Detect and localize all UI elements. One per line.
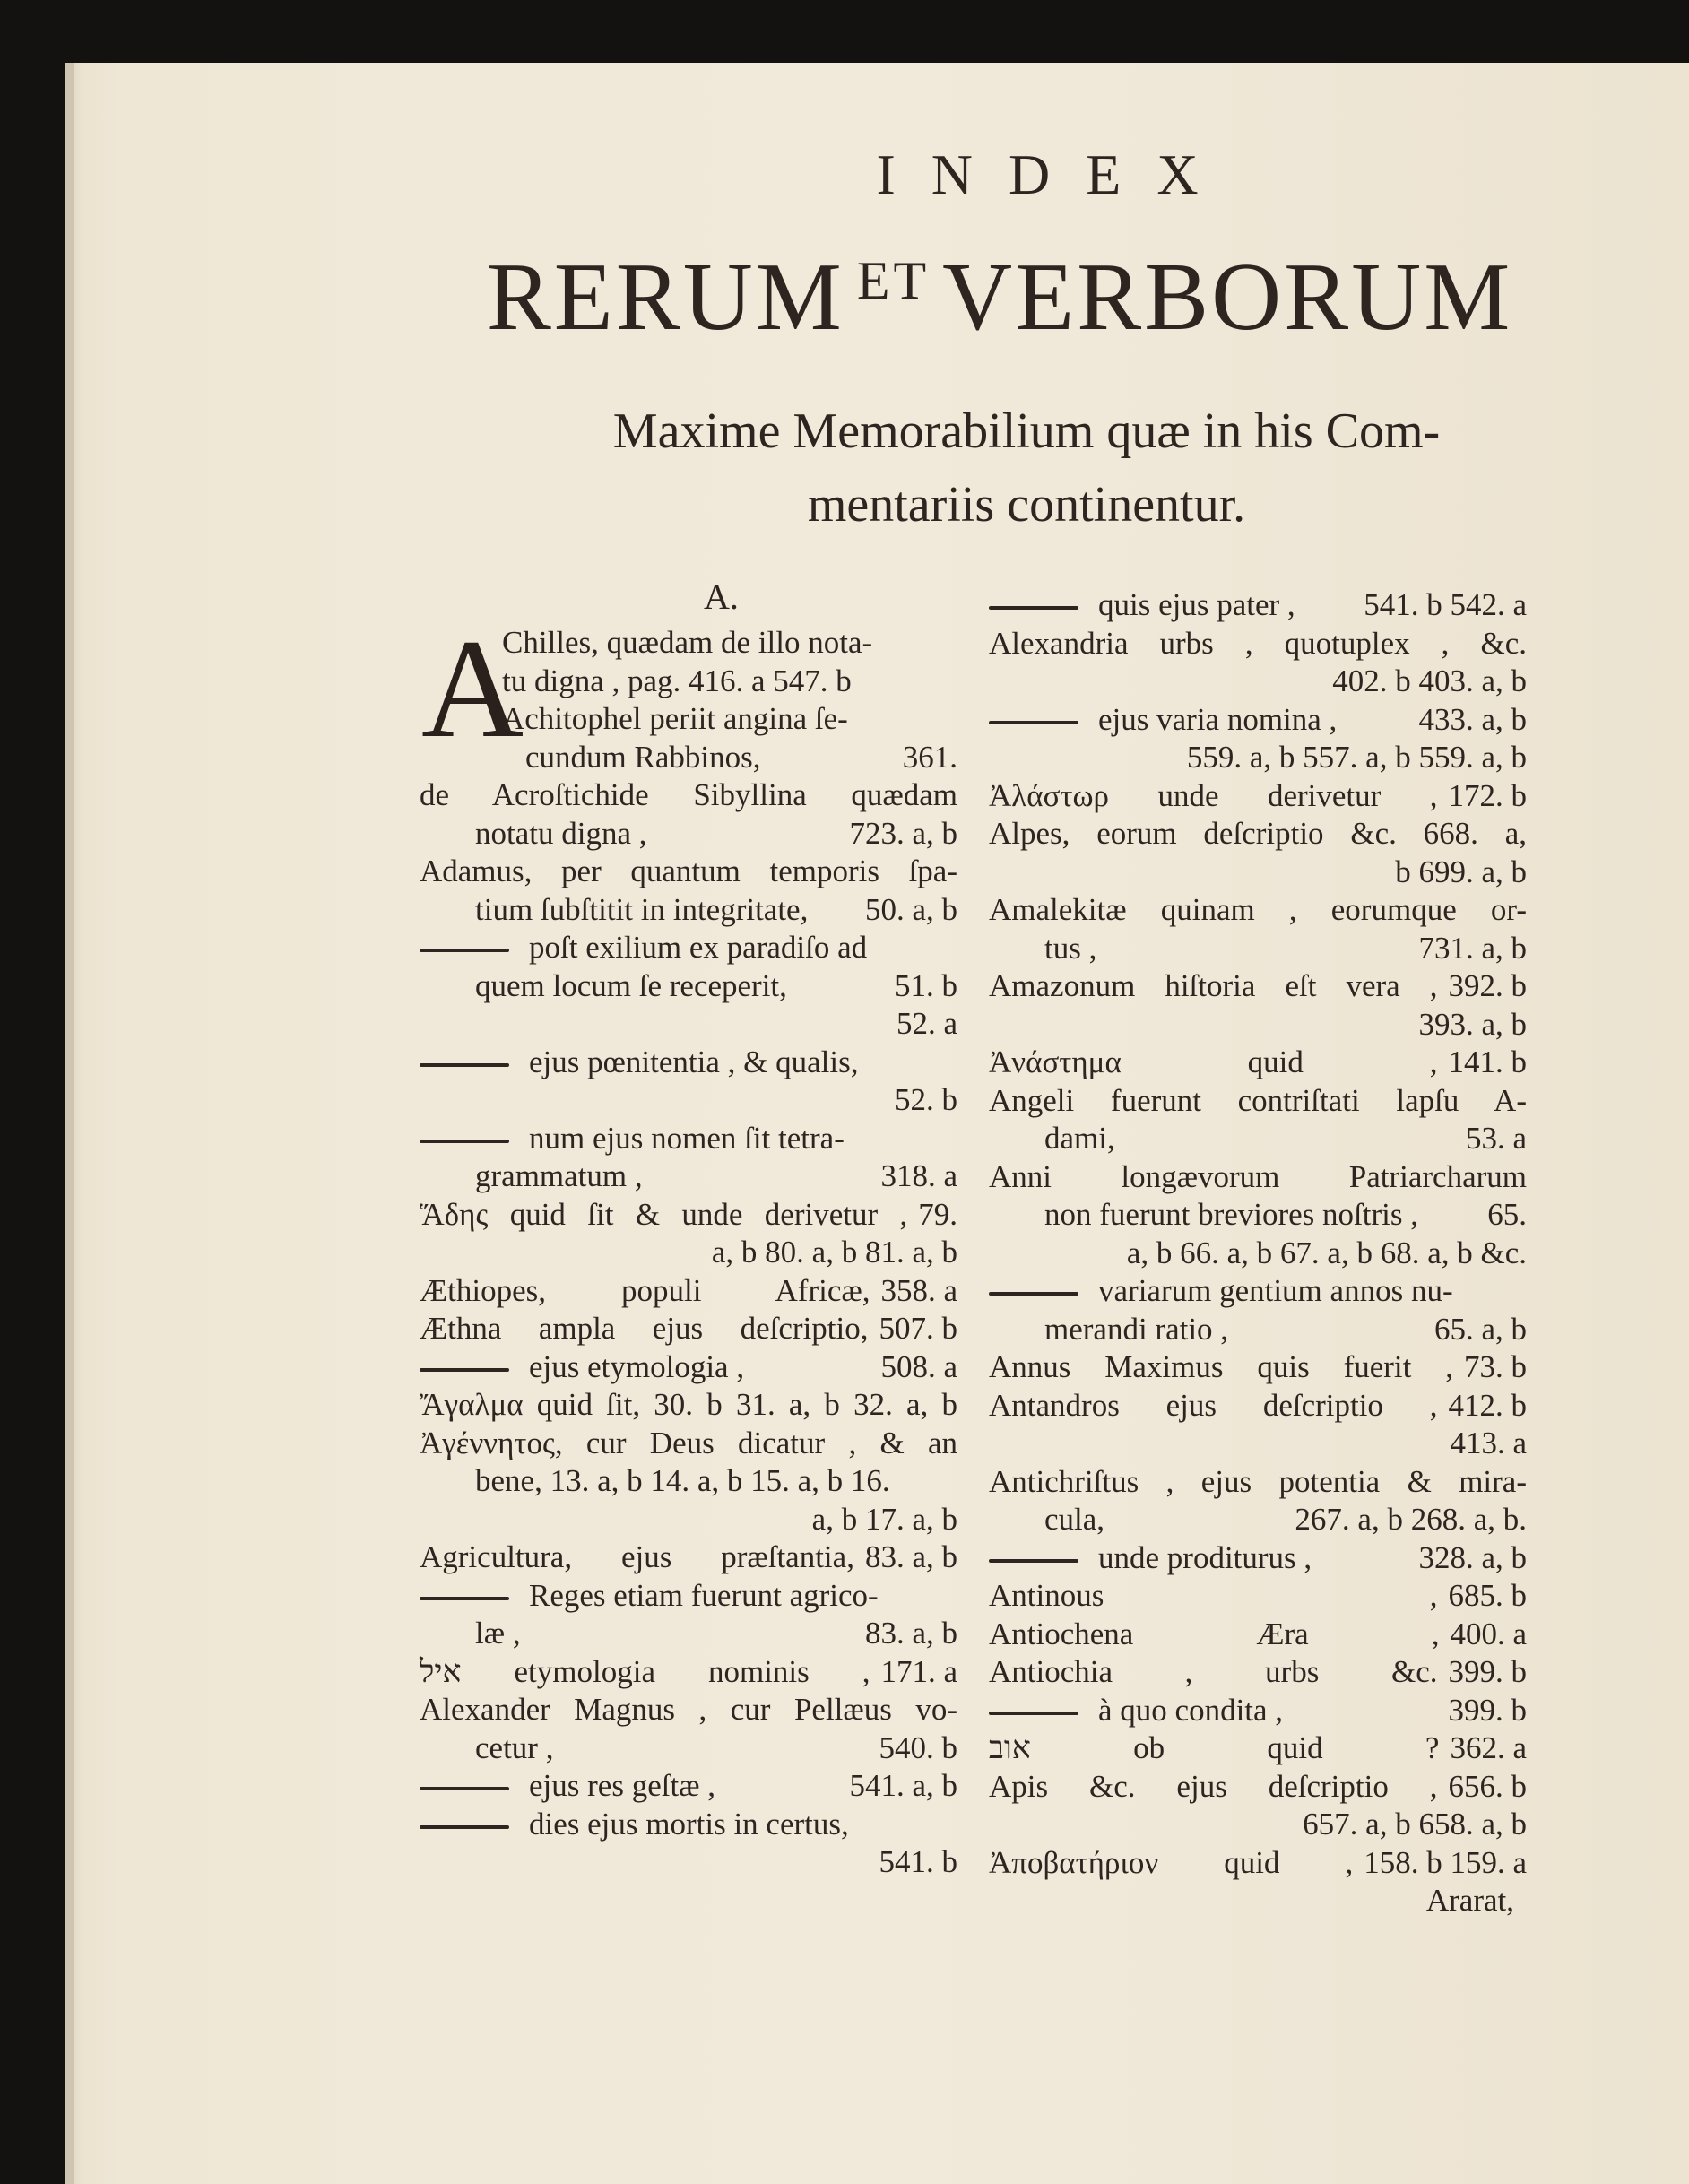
entry-text: unde proditurus , <box>1098 1539 1312 1575</box>
index-entry-line <box>989 701 1527 740</box>
page-reference: 52. b <box>895 1082 957 1117</box>
entry-text: Achitophel periit angina ſe- <box>502 701 848 736</box>
entry-text: bene, 13. a, b 14. a, b 15. a, b 16. <box>475 1463 890 1498</box>
index-entry-line <box>420 1843 957 1882</box>
page-reference: a, b 66. a, b 67. a, b 68. a, b &c. <box>1126 1235 1527 1270</box>
page-reference: 541. b 542. a <box>1364 587 1527 622</box>
entry-text: Annus Maximus quis fuerit , <box>989 1349 1453 1384</box>
ditto-rule <box>420 1787 509 1790</box>
entry-text: Anni longævorum Patriarcharum <box>989 1158 1527 1194</box>
index-entry-line <box>989 815 1527 854</box>
entry-text: Antichriſtus , ejus potentia & mira- <box>989 1463 1527 1499</box>
index-entry-line <box>420 624 957 663</box>
index-entry-line <box>989 1235 1527 1273</box>
entry-text: Alpes, eorum deſcriptio &c. 668. a, <box>989 816 1527 851</box>
entry-text: merandi ratio , <box>1044 1311 1229 1347</box>
entry-text: cetur , <box>475 1729 554 1765</box>
entry-text: dami, <box>1044 1121 1115 1156</box>
ditto-rule <box>989 1712 1078 1715</box>
index-entry-line <box>989 967 1527 1006</box>
page-reference: 541. a, b <box>849 1768 957 1803</box>
ditto-rule <box>420 1597 509 1600</box>
entry-text: Ἀλάστωρ unde derivetur , <box>989 777 1438 813</box>
entry-text: Adamus, per quantum temporis ſpa- <box>420 854 957 888</box>
index-entry-line <box>989 1768 1527 1807</box>
entry-text: num ejus nomen ſit tetra- <box>529 1120 844 1156</box>
entry-text: Ἅδης quid ſit & unde derivetur , <box>420 1196 908 1232</box>
page-reference: 267. a, b 268. a, b. <box>1295 1502 1527 1537</box>
entry-text: variarum gentium annos nu- <box>1098 1273 1453 1308</box>
index-entry-line <box>420 1081 957 1120</box>
page-reference: 685. b <box>1448 1578 1527 1613</box>
index-entry-line <box>989 1348 1527 1387</box>
entry-text: Agricultura, ejus præſtantia, <box>420 1539 854 1574</box>
page-title <box>408 242 1591 353</box>
entry-text: Antiochena Æra , <box>989 1616 1440 1651</box>
page-reference: 65. a, b <box>1433 1311 1527 1347</box>
page-reference: 657. a, b 658. a, b <box>1303 1807 1527 1842</box>
index-entry-line <box>989 663 1527 701</box>
ditto-rule <box>420 949 509 952</box>
entry-text: cundum Rabbinos, <box>525 739 761 775</box>
entry-text: Angeli fuerunt contriſtati lapſu A- <box>989 1082 1527 1118</box>
entry-text: grammatum , <box>475 1158 643 1193</box>
ditto-rule <box>420 1063 509 1067</box>
entry-text: Alexander Magnus , cur Pellæus vo- <box>420 1692 957 1727</box>
page-reference: 83. a, b <box>864 1616 957 1651</box>
index-entry-line <box>420 1767 957 1806</box>
entry-text: Amalekitæ quinam , eorumque or- <box>989 892 1527 927</box>
index-entry-line <box>420 929 957 967</box>
page-reference: 656. b <box>1448 1768 1527 1804</box>
page-reference: 361. <box>902 739 957 775</box>
page-reference: 79. <box>918 1196 957 1232</box>
entry-text: tu digna , pag. 416. a 547. b <box>502 663 852 698</box>
entry-text: Antiochia , urbs &c. <box>989 1654 1438 1689</box>
entry-text: Ἄγαλμα quid ſit, 30. b 31. a, b 32. a, b <box>420 1387 957 1422</box>
index-entry-line <box>989 854 1527 892</box>
entry-text: Æthna ampla ejus deſcriptio, <box>420 1311 869 1346</box>
index-entry-line <box>420 1348 957 1387</box>
entry-text: Ἀνάστημα quid , <box>989 1044 1438 1079</box>
entry-text: ejus varia nomina , <box>1098 701 1338 737</box>
subtitle-line-1: Maxime Memorabilium quæ in his Com- <box>612 403 1441 459</box>
catchword: Ararat, <box>1425 1883 1514 1918</box>
page-reference: 399. b <box>1448 1654 1527 1689</box>
page-reference: 412. b <box>1448 1387 1527 1423</box>
title-verborum: VERBORUM <box>942 244 1513 351</box>
page-edge-shadow <box>65 63 74 2184</box>
entry-text: ejus res geſtæ , <box>529 1768 716 1803</box>
page-reference: b 699. a, b <box>1395 854 1527 889</box>
index-column-right <box>989 586 1527 1920</box>
index-entry-line <box>989 1006 1527 1044</box>
index-entry-line <box>420 1310 957 1348</box>
index-entry-line <box>989 1882 1527 1920</box>
entry-text: dies ejus mortis in certus, <box>529 1806 849 1842</box>
index-entry-line <box>420 1806 957 1844</box>
index-entry-line <box>989 1692 1527 1730</box>
ditto-rule <box>420 1825 509 1829</box>
index-entry-line <box>420 1729 957 1768</box>
index-entry-line <box>989 739 1527 777</box>
entry-text: Amazonum hiſtoria eſt vera , <box>989 968 1438 1003</box>
entry-text: Chilles, quædam de illo nota- <box>502 625 873 660</box>
entry-text: אוב ob quid ? <box>989 1730 1440 1765</box>
index-entry-line <box>420 1196 957 1235</box>
page-reference: 413. a <box>1450 1426 1527 1460</box>
entry-text: quem locum ſe receperit, <box>475 967 787 1003</box>
entry-text: læ , <box>475 1616 521 1651</box>
index-entry-line <box>420 1386 957 1425</box>
page-reference: 65. <box>1487 1197 1527 1232</box>
title-rerum: RERUM <box>486 244 844 351</box>
page-reference: 50. a, b <box>864 891 957 927</box>
entry-text: tus , <box>1044 930 1097 966</box>
page-reference: 393. a, b <box>1418 1006 1527 1042</box>
index-entry-line <box>420 891 957 930</box>
index-entry-line <box>989 1425 1527 1463</box>
page-reference: 171. a <box>880 1653 957 1689</box>
index-entry-line <box>989 1158 1527 1197</box>
section-letter: A. <box>704 576 739 617</box>
index-entry-line <box>420 1501 957 1539</box>
page-reference: 723. a, b <box>849 815 957 851</box>
index-entry-line <box>989 1082 1527 1121</box>
index-entry-line <box>989 1387 1527 1426</box>
index-entry-line <box>420 1538 957 1577</box>
page-reference: 559. a, b 557. a, b 559. a, b <box>1186 740 1527 775</box>
page-reference: 731. a, b <box>1418 930 1527 966</box>
index-entry-line <box>420 1234 957 1272</box>
index-entry-line <box>420 1691 957 1729</box>
entry-text: Æthiopes, populi Africæ, <box>420 1272 870 1308</box>
index-entry-line <box>989 1120 1527 1158</box>
page-reference: 52. a <box>896 1006 957 1041</box>
entry-text: de Acroſtichide Sibyllina quædam <box>420 777 957 812</box>
page-reference: 328. a, b <box>1418 1539 1527 1575</box>
index-entry-line <box>989 1539 1527 1578</box>
page-reference: a, b 80. a, b 81. a, b <box>711 1235 957 1270</box>
entry-text: איל etymologia nominis , <box>420 1653 870 1689</box>
ditto-rule <box>989 606 1078 610</box>
index-entry-line <box>420 1044 957 1082</box>
page-reference: 172. b <box>1448 777 1527 813</box>
entry-text: ejus pœnitentia , & qualis, <box>529 1044 859 1079</box>
entry-text: Antinous , <box>989 1578 1438 1613</box>
ditto-rule <box>420 1140 509 1143</box>
page-reference: 540. b <box>879 1729 957 1765</box>
page-reference: 73. b <box>1464 1349 1527 1384</box>
index-entry-line <box>989 1196 1527 1235</box>
index-entry-line <box>420 967 957 1006</box>
index-entry-line <box>420 1272 957 1311</box>
index-entry-line <box>420 1425 957 1463</box>
index-entry-line <box>420 1577 957 1616</box>
index-entry-line <box>989 1044 1527 1082</box>
index-entry-line <box>989 1806 1527 1844</box>
index-entry-line <box>420 776 957 815</box>
entry-text: Ἀποβατήριον quid , <box>989 1844 1354 1880</box>
page-reference: 53. a <box>1465 1121 1527 1156</box>
entry-text: Alexandria urbs , quotuplex , &c. <box>989 625 1527 661</box>
index-entry-line <box>989 625 1527 663</box>
entry-text: Ἀγέννητος, cur Deus dicatur , & an <box>420 1425 957 1460</box>
entry-text: cula, <box>1044 1502 1105 1537</box>
page-reference: 158. b 159. a <box>1364 1844 1527 1880</box>
drop-cap: A <box>421 611 524 767</box>
index-entry-line <box>989 930 1527 968</box>
index-entry-line <box>420 1157 957 1196</box>
subtitle <box>466 394 1587 542</box>
subtitle-line-2: mentariis continentur. <box>807 477 1246 533</box>
index-entry-line <box>989 1729 1527 1768</box>
index-entry-line <box>989 1501 1527 1539</box>
entry-text: poſt exilium ex paradiſo ad <box>529 930 868 965</box>
index-entry-line <box>420 1615 957 1653</box>
index-entry-line <box>989 1463 1527 1502</box>
index-entry-line <box>420 700 957 739</box>
entry-text: tium ſubſtitit in integritate, <box>475 891 809 927</box>
page-reference: 508. a <box>880 1348 957 1384</box>
page-reference: a, b 17. a, b <box>811 1501 957 1537</box>
page-reference: 400. a <box>1450 1616 1527 1651</box>
page-reference: 362. a <box>1450 1730 1527 1765</box>
page-reference: 402. b 403. a, b <box>1332 663 1527 698</box>
entry-text: notatu digna , <box>475 815 647 851</box>
entry-text: Apis &c. ejus deſcriptio , <box>989 1768 1438 1804</box>
page-reference: 141. b <box>1448 1044 1527 1079</box>
entry-text: Antandros ejus deſcriptio , <box>989 1387 1438 1423</box>
page-reference: 392. b <box>1448 968 1527 1003</box>
index-entry-line <box>420 1120 957 1158</box>
index-entry-line <box>989 891 1527 930</box>
ditto-rule <box>989 721 1078 724</box>
entry-text: ejus etymologia , <box>529 1348 745 1384</box>
index-entry-line <box>989 777 1527 816</box>
index-entry-line <box>989 1272 1527 1311</box>
ditto-rule <box>989 1292 1078 1296</box>
page-reference: 318. a <box>880 1158 957 1193</box>
page-reference: 507. b <box>879 1311 957 1346</box>
entry-text: quis ejus pater , <box>1098 587 1295 622</box>
title-et: ET <box>856 251 931 310</box>
index-entry-line <box>420 853 957 891</box>
index-entry-line <box>420 815 957 854</box>
index-entry-line <box>989 1311 1527 1349</box>
page-reference: 541. b <box>879 1844 957 1879</box>
index-entry-line <box>989 1844 1527 1883</box>
ditto-rule <box>989 1559 1078 1563</box>
index-entry-line <box>420 1653 957 1692</box>
page-reference: 433. a, b <box>1418 701 1527 737</box>
ditto-rule <box>420 1368 509 1372</box>
index-entry-line <box>420 739 957 777</box>
index-entry-line <box>989 1616 1527 1654</box>
index-entry-line <box>989 1577 1527 1616</box>
entry-text: non fuerunt breviores noſtris , <box>1044 1197 1418 1232</box>
index-column-left <box>420 611 957 1882</box>
index-entry-line <box>989 1653 1527 1692</box>
index-entry-line <box>420 663 957 701</box>
page-reference: 399. b <box>1448 1692 1527 1728</box>
entry-text: à quo condita , <box>1098 1692 1284 1728</box>
index-heading: INDEX <box>876 143 1234 206</box>
page-reference: 83. a, b <box>864 1539 957 1574</box>
index-entry-line <box>420 1462 957 1501</box>
index-entry-line <box>989 586 1527 625</box>
index-entry-line <box>420 1005 957 1044</box>
page-reference: 51. b <box>895 967 957 1003</box>
page-reference: 358. a <box>880 1272 957 1308</box>
entry-text: Reges etiam fuerunt agrico- <box>529 1577 879 1613</box>
